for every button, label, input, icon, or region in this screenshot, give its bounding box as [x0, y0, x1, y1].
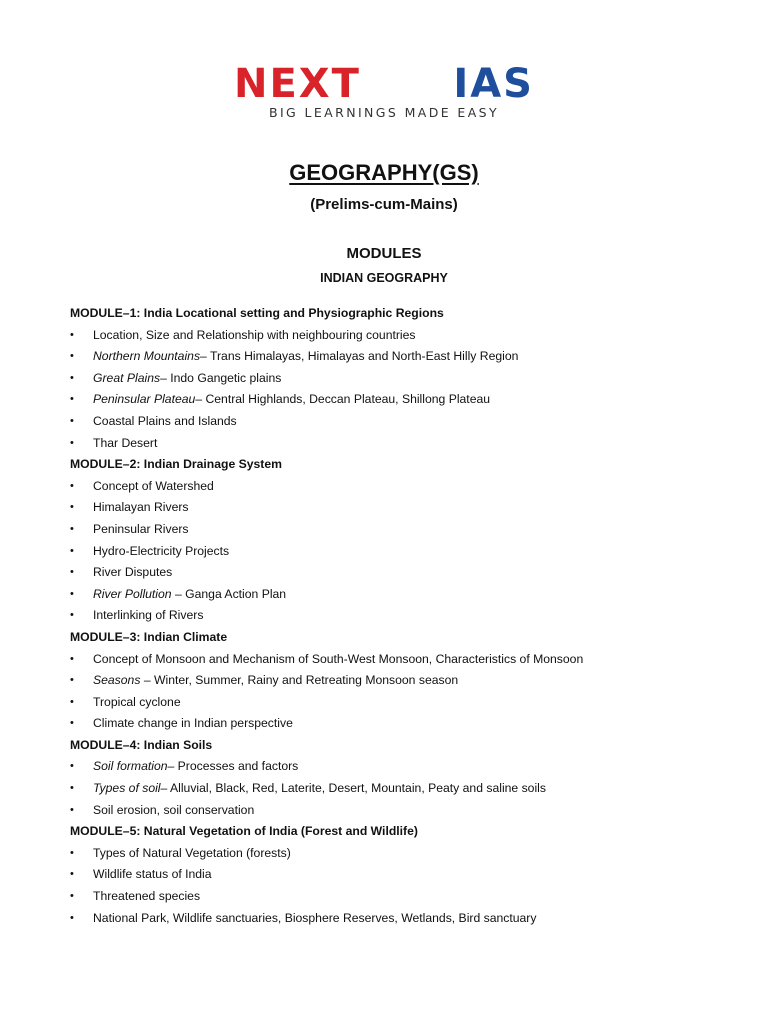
item-text: Wildlife status of India: [93, 867, 212, 882]
bullet-icon: •: [70, 652, 74, 665]
list-item: [70, 670, 730, 692]
list-item: [70, 713, 730, 735]
list-item: [70, 692, 730, 714]
item-text: Climate change in Indian perspective: [93, 716, 293, 731]
item-text: Concept of Monsoon and Mechanism of South-West Monsoon, Characteristics of Monsoon: [93, 651, 584, 666]
item-text: – Ganga Action Plan: [171, 586, 287, 601]
bullet-icon: •: [70, 782, 74, 795]
logo-wordmark: [234, 61, 534, 107]
bullet-icon: •: [70, 328, 74, 341]
item-text: – Winter, Summer, Rainy and Retreating Monsoon season: [140, 673, 459, 688]
item-text: – Indo Gangetic plains: [160, 370, 282, 385]
item-text: Threatened species: [93, 889, 201, 904]
list-item: [70, 605, 730, 627]
list-item: [70, 497, 730, 519]
list-item: [70, 584, 730, 606]
item-emphasis: Seasons: [93, 673, 141, 688]
module-heading: MODULE–1: India Locational setting and Physiographic Regions: [70, 306, 444, 320]
list-item: [70, 886, 730, 908]
bullet-icon: •: [70, 371, 74, 384]
item-text: Interlinking of Rivers: [93, 608, 204, 623]
subsection-heading: INDIAN GEOGRAPHY: [320, 271, 448, 285]
list-item: [70, 411, 730, 433]
list-item: [70, 519, 730, 541]
list-item: [70, 433, 730, 455]
item-text: Peninsular Rivers: [93, 521, 189, 536]
list-item: [70, 325, 730, 347]
item-text: Tropical cyclone: [93, 694, 181, 709]
item-emphasis: River Pollution: [93, 586, 172, 601]
bullet-icon: •: [70, 522, 74, 535]
item-text: Hydro-Electricity Projects: [93, 543, 230, 558]
bullet-icon: •: [70, 566, 74, 579]
item-text: Types of Natural Vegetation (forests): [93, 845, 291, 860]
logo-word-next: NEXT: [234, 61, 361, 107]
bullet-icon: •: [70, 760, 74, 773]
page-subtitle: (Prelims-cum-Mains): [310, 196, 458, 213]
next-ias-logo: [234, 61, 534, 122]
bullet-icon: •: [70, 350, 74, 363]
item-emphasis: Soil formation: [93, 759, 168, 774]
item-text: Coastal Plains and Islands: [93, 413, 237, 428]
item-text: Concept of Watershed: [93, 478, 214, 493]
list-item: [70, 778, 730, 800]
module-heading: MODULE–3: Indian Climate: [70, 629, 228, 644]
bullet-icon: •: [70, 717, 74, 730]
item-text: Himalayan Rivers: [93, 500, 189, 515]
bullet-icon: •: [70, 544, 74, 557]
page-title: GEOGRAPHY(GS): [289, 160, 479, 185]
bullet-icon: •: [70, 609, 74, 622]
bullet-icon: •: [70, 479, 74, 492]
module-heading: MODULE–2: Indian Drainage System: [70, 457, 282, 472]
bullet-icon: •: [70, 911, 74, 924]
item-text: – Processes and factors: [167, 759, 299, 774]
item-emphasis: Great Plains: [93, 370, 161, 385]
item-text: – Alluvial, Black, Red, Laterite, Desert, Mountain, Peaty and saline soils: [160, 781, 546, 796]
bullet-icon: •: [70, 414, 74, 427]
list-item: [70, 908, 730, 930]
item-text: National Park, Wildlife sanctuaries, Biosphere Reserves, Wetlands, Bird sanctuary: [93, 910, 537, 925]
item-emphasis: Northern Mountains: [93, 349, 201, 364]
module-heading: MODULE–4: Indian Soils: [70, 737, 213, 752]
list-item: [70, 800, 730, 822]
list-item: [70, 843, 730, 865]
item-text: Soil erosion, soil conservation: [93, 802, 255, 817]
list-item: [70, 346, 730, 368]
item-text: River Disputes: [93, 565, 173, 580]
module-heading: MODULE–5: Natural Vegetation of India (Forest and Wildlife): [70, 824, 418, 839]
item-text: – Central Highlands, Deccan Plateau, Shillong Plateau: [195, 392, 491, 407]
list-item: [70, 541, 730, 563]
bullet-icon: •: [70, 393, 74, 406]
bullet-icon: •: [70, 846, 74, 859]
list-item: [70, 864, 730, 886]
list-item: [70, 389, 730, 411]
item-emphasis: Types of soil: [93, 781, 161, 796]
bullet-icon: •: [70, 868, 74, 881]
modules-list: [70, 303, 730, 929]
list-item: [70, 649, 730, 671]
bullet-icon: •: [70, 695, 74, 708]
bullet-icon: •: [70, 436, 74, 449]
list-item: [70, 368, 730, 390]
list-item: [70, 476, 730, 498]
bullet-icon: •: [70, 803, 74, 816]
bullet-icon: •: [70, 674, 74, 687]
item-text: Thar Desert: [93, 435, 158, 450]
item-emphasis: Peninsular Plateau: [93, 392, 196, 407]
logo-tagline: BIG LEARNINGS MADE EASY: [268, 105, 500, 120]
bullet-icon: •: [70, 587, 74, 600]
bullet-icon: •: [70, 501, 74, 514]
section-heading: MODULES: [346, 245, 422, 262]
list-item: [70, 756, 730, 778]
item-text: Location, Size and Relationship with neighbouring countries: [93, 327, 416, 342]
list-item: [70, 562, 730, 584]
bullet-icon: •: [70, 890, 74, 903]
item-text: – Trans Himalayas, Himalayas and North-East Hilly Region: [200, 349, 519, 364]
logo-word-ias: IAS: [453, 61, 534, 107]
